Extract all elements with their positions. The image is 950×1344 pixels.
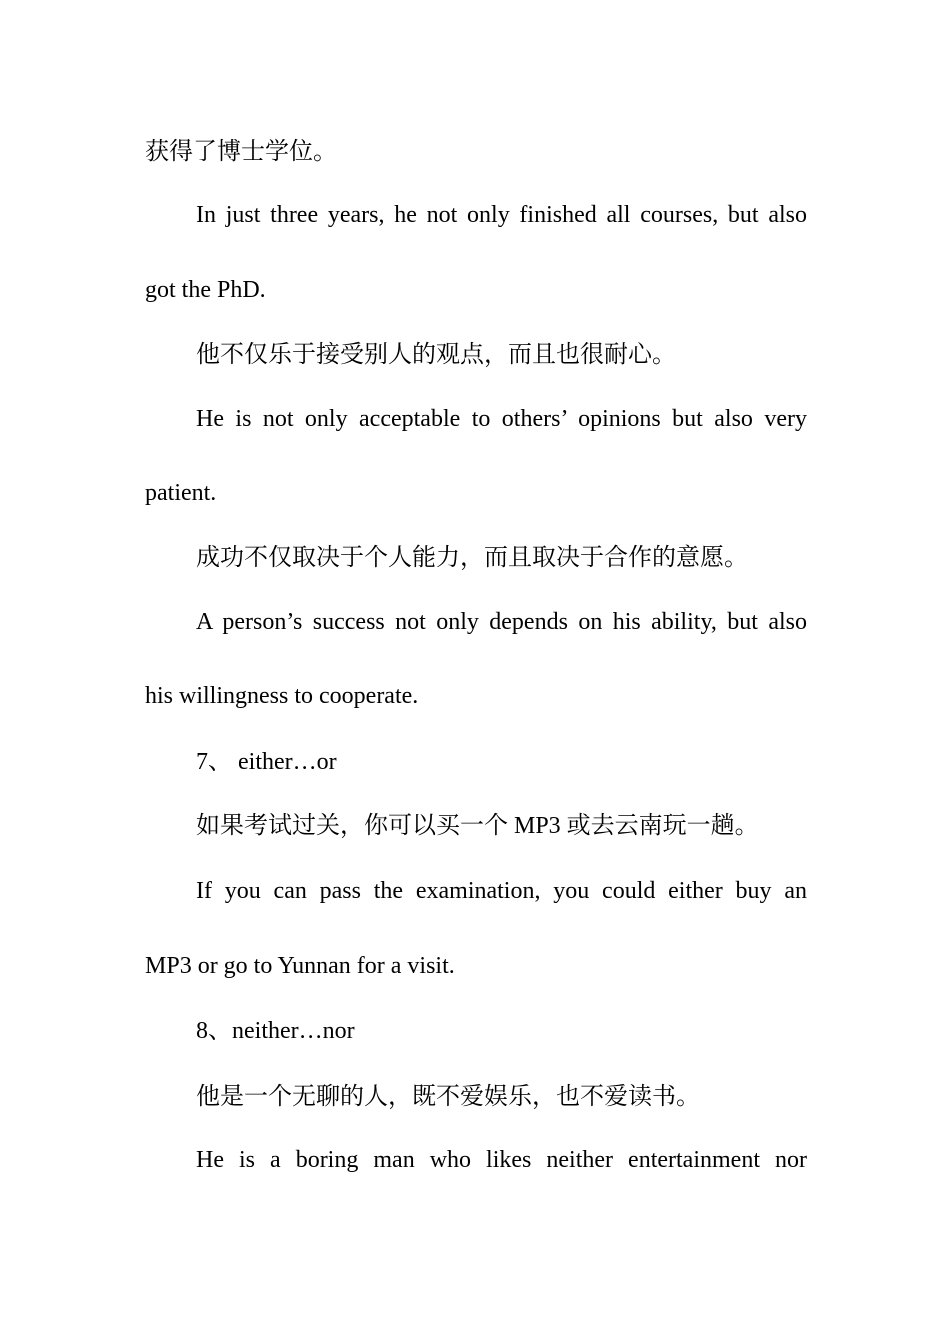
list-heading: 8、neither…nor	[196, 1018, 355, 1044]
text-line: He is not only acceptable to others’ opinions but also very	[196, 406, 807, 432]
text-line: MP3 or go to Yunnan for a visit.	[145, 953, 455, 979]
text-line: If you can pass the examination, you could either buy an	[196, 878, 807, 904]
text-line: 他是一个无聊的人，既不爱娱乐，也不爱读书。	[196, 1084, 700, 1110]
text-line: patient.	[145, 480, 217, 506]
list-heading: 7、 either…or	[196, 749, 337, 775]
text-line: 成功不仅取决于个人能力，而且取决于合作的意愿。	[196, 545, 748, 571]
text-line: his willingness to cooperate.	[145, 683, 419, 709]
text-line: He is a boring man who likes neither entertainment nor	[196, 1147, 807, 1173]
text-line: A person’s success not only depends on his ability, but also	[196, 609, 807, 635]
text-line: In just three years, he not only finished all courses, but also	[196, 202, 807, 228]
text-line: 获得了博士学位。	[145, 139, 337, 165]
text-line: 他不仅乐于接受别人的观点，而且也很耐心。	[196, 342, 676, 368]
text-line: 如果考试过关，你可以买一个 MP3 或去云南玩一趟。	[196, 813, 759, 839]
text-line: got the PhD.	[145, 277, 266, 303]
